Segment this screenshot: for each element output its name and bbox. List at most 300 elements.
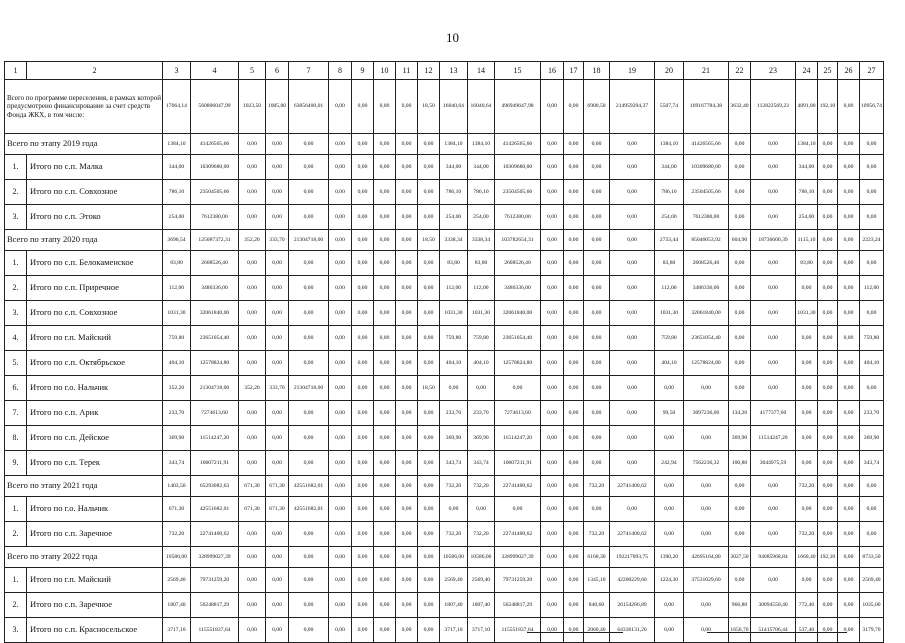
table-cell: 0,00 xyxy=(838,180,860,205)
table-cell: 0,00 xyxy=(541,522,564,547)
row-label: Итого по г.о. Нальчик xyxy=(27,376,163,401)
table-cell: 0,00 xyxy=(751,251,796,276)
table-cell: 233,70 xyxy=(468,401,495,426)
row-number: 9. xyxy=(5,451,27,476)
column-header: 21 xyxy=(684,62,729,80)
table-cell: 2608526,40 xyxy=(684,251,729,276)
table-cell: 112,00 xyxy=(163,276,191,301)
table-cell: 3097236,00 xyxy=(684,401,729,426)
table-cell: 732,20 xyxy=(440,522,468,547)
table-cell: 343,74 xyxy=(468,451,495,476)
table-cell: 1345,10 xyxy=(584,568,610,593)
table-cell: 0,00 xyxy=(796,376,818,401)
column-header: 12 xyxy=(418,62,440,80)
table-cell: 0,00 xyxy=(418,351,440,376)
table-cell: 7612380,00 xyxy=(495,205,541,230)
table-cell: 537,40 xyxy=(796,618,818,643)
table-cell: 0,00 xyxy=(564,301,584,326)
table-cell: 23504505,66 xyxy=(684,180,729,205)
table-cell: 0,00 xyxy=(838,134,860,155)
table-cell: 0,00 xyxy=(352,180,374,205)
table-cell: 0,00 xyxy=(289,451,329,476)
table-cell: 0,00 xyxy=(239,451,266,476)
table-cell: 0,00 xyxy=(418,155,440,180)
table-cell: 0,00 xyxy=(729,568,751,593)
table-cell: 786,10 xyxy=(796,180,818,205)
table-cell: 0,00 xyxy=(418,618,440,643)
table-cell: 41426565,66 xyxy=(684,134,729,155)
table-cell: 0,00 xyxy=(352,522,374,547)
table-cell: 30094550,40 xyxy=(751,593,796,618)
table-cell: 0,00 xyxy=(655,522,684,547)
table-cell: 1384,10 xyxy=(163,134,191,155)
row-number: 6. xyxy=(5,376,27,401)
table-cell: 41426565,66 xyxy=(495,134,541,155)
table-cell: 0,00 xyxy=(374,497,396,522)
column-header: 23 xyxy=(751,62,796,80)
table-row xyxy=(5,301,884,326)
table-cell: 0,00 xyxy=(468,497,495,522)
table-cell: 1384,10 xyxy=(796,134,818,155)
table-cell: 0,00 xyxy=(610,301,655,326)
table-cell: 786,10 xyxy=(655,180,684,205)
table-cell: 0,00 xyxy=(564,401,584,426)
table-cell: 0,00 xyxy=(352,134,374,155)
table-cell: 0,00 xyxy=(239,593,266,618)
table-cell: 0,00 xyxy=(838,618,860,643)
row-label: Всего по этапу 2019 года xyxy=(5,134,163,155)
table-cell: 732,20 xyxy=(163,522,191,547)
table-cell: 0,00 xyxy=(352,593,374,618)
table-cell: 0,00 xyxy=(541,547,564,568)
column-header: 13 xyxy=(440,62,468,80)
column-header: 4 xyxy=(191,62,239,80)
table-cell: 0,00 xyxy=(818,568,838,593)
table-cell: 0,00 xyxy=(289,134,329,155)
table-cell: 0,00 xyxy=(541,351,564,376)
row-number: 2. xyxy=(5,180,27,205)
table-cell: 56248817,29 xyxy=(191,593,239,618)
table-row xyxy=(5,205,884,230)
table-cell: 65293082,63 xyxy=(191,476,239,497)
table-cell: 0,00 xyxy=(352,547,374,568)
table-cell: 10586,00 xyxy=(468,547,495,568)
table-cell: 3486336,00 xyxy=(684,276,729,301)
table-cell: 0,00 xyxy=(838,230,860,251)
table-cell: 22741400,62 xyxy=(610,522,655,547)
row-label: Итого по с.п. Заречное xyxy=(27,593,163,618)
table-cell: 41426565,66 xyxy=(191,134,239,155)
table-cell: 4891,80 xyxy=(796,80,818,134)
table-cell: 0,00 xyxy=(564,134,584,155)
table-row xyxy=(5,497,884,522)
table-cell: 0,00 xyxy=(396,155,418,180)
table-cell: 42200229,60 xyxy=(610,568,655,593)
row-label: Итого по с.п. Совхозное xyxy=(27,301,163,326)
table-cell: 0,00 xyxy=(396,451,418,476)
table-cell: 0,00 xyxy=(239,326,266,351)
table-cell: 0,00 xyxy=(396,522,418,547)
table-cell: 64336131,20 xyxy=(610,618,655,643)
table-cell: 0,00 xyxy=(352,568,374,593)
table-cell: 1005,00 xyxy=(266,80,289,134)
table-cell: 0,00 xyxy=(584,301,610,326)
row-label: Итого по с.п. Совхозное xyxy=(27,180,163,205)
table-cell: 2060,40 xyxy=(584,618,610,643)
table-cell: 112822569,23 xyxy=(751,80,796,134)
table-cell: 0,00 xyxy=(289,205,329,230)
table-cell: 0,00 xyxy=(329,476,352,497)
table-cell: 0,00 xyxy=(684,497,729,522)
row-number: 2. xyxy=(5,522,27,547)
table-cell: 0,00 xyxy=(239,251,266,276)
table-cell: 1384,10 xyxy=(440,134,468,155)
table-cell: 0,00 xyxy=(564,180,584,205)
table-cell: 0,00 xyxy=(584,326,610,351)
table-cell: 0,00 xyxy=(610,276,655,301)
table-cell: 112,00 xyxy=(655,276,684,301)
table-cell: 1660,40 xyxy=(796,547,818,568)
table-cell: 0,00 xyxy=(352,326,374,351)
table-cell: 560806047,99 xyxy=(191,80,239,134)
table-cell: 759,80 xyxy=(860,326,884,351)
table-cell: 4177377,60 xyxy=(751,401,796,426)
table-cell: 0,00 xyxy=(396,426,418,451)
row-label: Итого по с.п. Дейское xyxy=(27,426,163,451)
table-cell: 18,50 xyxy=(418,230,440,251)
table-cell: 0,00 xyxy=(729,205,751,230)
row-number: 1. xyxy=(5,155,27,180)
table-cell: 0,00 xyxy=(838,205,860,230)
table-cell: 0,00 xyxy=(541,476,564,497)
row-label: Итого по с.п. Октябрьское xyxy=(27,351,163,376)
table-cell: 732,20 xyxy=(584,522,610,547)
table-cell: 23651054,40 xyxy=(684,326,729,351)
table-cell: 0,00 xyxy=(418,426,440,451)
table-cell: 0,00 xyxy=(655,618,684,643)
table-cell: 0,00 xyxy=(564,230,584,251)
table-cell: 0,00 xyxy=(396,376,418,401)
table-cell: 0,00 xyxy=(396,134,418,155)
table-cell: 1023,50 xyxy=(239,80,266,134)
table-cell: 0,00 xyxy=(352,476,374,497)
row-label: Итого по с.п. Арик xyxy=(27,401,163,426)
table-cell: 671,30 xyxy=(239,476,266,497)
table-cell: 0,00 xyxy=(266,351,289,376)
table-cell: 344,00 xyxy=(468,155,495,180)
column-header: 2 xyxy=(27,62,163,80)
table-cell: 0,00 xyxy=(796,568,818,593)
column-header: 18 xyxy=(584,62,610,80)
table-cell: 1384,10 xyxy=(468,134,495,155)
table-cell: 94085968,84 xyxy=(751,547,796,568)
table-cell: 0,00 xyxy=(396,476,418,497)
table-row xyxy=(5,593,884,618)
table-cell: 23651054,40 xyxy=(191,326,239,351)
table-cell: 18,50 xyxy=(418,80,440,134)
table-cell: 966,80 xyxy=(729,593,751,618)
table-cell: 0,00 xyxy=(239,618,266,643)
table-cell: 16040,64 xyxy=(440,80,468,134)
row-number: 4. xyxy=(5,326,27,351)
table-cell: 0,00 xyxy=(396,180,418,205)
column-header: 16 xyxy=(541,62,564,80)
table-cell: 0,00 xyxy=(374,326,396,351)
table-cell: 16040,64 xyxy=(468,80,495,134)
row-number: 5. xyxy=(5,351,27,376)
table-cell: 7274613,60 xyxy=(191,401,239,426)
table-cell: 0,00 xyxy=(584,401,610,426)
table-cell: 0,00 xyxy=(838,376,860,401)
table-cell: 3027,50 xyxy=(729,547,751,568)
table-cell: 0,00 xyxy=(418,547,440,568)
table-cell: 254,00 xyxy=(796,205,818,230)
table-cell: 0,00 xyxy=(684,522,729,547)
table-cell: 732,20 xyxy=(796,476,818,497)
table-cell: 0,00 xyxy=(751,497,796,522)
table-row xyxy=(5,618,884,643)
footer-line-right xyxy=(707,632,847,633)
table-cell: 79731259,20 xyxy=(495,568,541,593)
table-cell: 0,00 xyxy=(374,134,396,155)
table-cell: 0,00 xyxy=(352,618,374,643)
table-cell: 0,00 xyxy=(610,426,655,451)
table-cell: 404,10 xyxy=(163,351,191,376)
table-cell: 0,00 xyxy=(289,426,329,451)
table-cell: 11514247,20 xyxy=(495,426,541,451)
table-cell: 0,00 xyxy=(584,376,610,401)
table-cell: 0,00 xyxy=(374,230,396,251)
row-label: Итого по с.п. Малка xyxy=(27,155,163,180)
table-cell: 0,00 xyxy=(239,205,266,230)
table-cell: 18736600,39 xyxy=(751,230,796,251)
table-cell: 0,00 xyxy=(610,180,655,205)
table-cell: 0,00 xyxy=(352,205,374,230)
table-cell: 22741400,62 xyxy=(610,476,655,497)
table-cell: 840,60 xyxy=(584,593,610,618)
table-cell: 344,00 xyxy=(163,155,191,180)
table-cell: 22741400,62 xyxy=(495,522,541,547)
table-cell: 0,00 xyxy=(818,522,838,547)
table-cell: 5507,74 xyxy=(655,80,684,134)
table-row xyxy=(5,251,884,276)
row-label: Итого по с.п. Белокаменское xyxy=(27,251,163,276)
table-cell: 0,00 xyxy=(564,80,584,134)
row-number: 1. xyxy=(5,497,27,522)
table-cell: 1035,00 xyxy=(860,593,884,618)
table-cell: 0,00 xyxy=(541,251,564,276)
row-number: 8. xyxy=(5,426,27,451)
table-cell: 0,00 xyxy=(239,401,266,426)
table-cell: 0,00 xyxy=(838,497,860,522)
table-cell: 0,00 xyxy=(352,301,374,326)
table-cell: 0,00 xyxy=(374,351,396,376)
table-cell: 0,00 xyxy=(610,451,655,476)
table-cell: 2223,24 xyxy=(860,230,884,251)
table-cell: 0,00 xyxy=(584,276,610,301)
table-cell: 0,00 xyxy=(289,351,329,376)
table-cell: 0,00 xyxy=(329,593,352,618)
column-header: 17 xyxy=(564,62,584,80)
table-cell: 0,00 xyxy=(541,451,564,476)
table-cell: 0,00 xyxy=(329,547,352,568)
table-cell: 0,00 xyxy=(796,276,818,301)
table-cell: 0,00 xyxy=(289,155,329,180)
table-cell: 0,00 xyxy=(584,180,610,205)
table-cell: 125087372,31 xyxy=(191,230,239,251)
table-cell: 51415706,44 xyxy=(751,618,796,643)
table-cell: 0,00 xyxy=(655,476,684,497)
table-cell: 2569,40 xyxy=(468,568,495,593)
table-cell: 2569,40 xyxy=(440,568,468,593)
table-cell: 0,00 xyxy=(564,593,584,618)
table-cell: 12578824,80 xyxy=(495,351,541,376)
table-cell: 0,00 xyxy=(374,568,396,593)
table-cell: 214959294,37 xyxy=(610,80,655,134)
table-cell: 21304718,00 xyxy=(191,376,239,401)
table-cell: 2608526,40 xyxy=(495,251,541,276)
table-cell: 37531029,60 xyxy=(684,568,729,593)
table-cell: 759,80 xyxy=(440,326,468,351)
table-cell: 233,70 xyxy=(860,401,884,426)
table-cell: 1031,30 xyxy=(440,301,468,326)
table-cell: 0,00 xyxy=(396,401,418,426)
table-cell: 0,00 xyxy=(289,180,329,205)
table-cell: 0,00 xyxy=(266,401,289,426)
table-cell: 732,20 xyxy=(440,476,468,497)
table-cell: 3338,34 xyxy=(468,230,495,251)
table-cell: 10586,00 xyxy=(163,547,191,568)
table-cell: 0,00 xyxy=(266,522,289,547)
table-cell: 0,00 xyxy=(610,155,655,180)
table-cell: 0,00 xyxy=(266,547,289,568)
table-cell: 0,00 xyxy=(396,251,418,276)
table-cell: 42695164,80 xyxy=(684,547,729,568)
table-cell: 0,00 xyxy=(818,134,838,155)
table-cell: 0,00 xyxy=(329,301,352,326)
table-cell: 352,20 xyxy=(239,376,266,401)
table-cell: 32061840,00 xyxy=(495,301,541,326)
table-cell: 0,00 xyxy=(440,376,468,401)
table-cell: 0,00 xyxy=(374,276,396,301)
table-cell: 192,10 xyxy=(818,547,838,568)
table-cell: 1031,30 xyxy=(468,301,495,326)
table-cell: 0,00 xyxy=(329,568,352,593)
table-cell: 83,80 xyxy=(655,251,684,276)
table-row xyxy=(5,276,884,301)
table-cell: 369,90 xyxy=(860,426,884,451)
stage-total-row xyxy=(5,230,884,251)
table-cell: 671,30 xyxy=(163,497,191,522)
table-cell: 112,00 xyxy=(440,276,468,301)
stage-total-row xyxy=(5,134,884,155)
table-row xyxy=(5,522,884,547)
table-cell: 352,20 xyxy=(163,376,191,401)
table-cell: 1807,40 xyxy=(440,593,468,618)
table-cell: 0,00 xyxy=(239,426,266,451)
row-number: 1. xyxy=(5,568,27,593)
table-cell: 0,00 xyxy=(684,593,729,618)
table-cell: 759,80 xyxy=(655,326,684,351)
table-cell: 333,70 xyxy=(266,376,289,401)
table-cell: 0,00 xyxy=(239,547,266,568)
table-cell: 0,00 xyxy=(564,451,584,476)
table-cell: 0,00 xyxy=(610,497,655,522)
table-cell: 3179,70 xyxy=(860,618,884,643)
table-cell: 786,10 xyxy=(440,180,468,205)
table-cell: 0,00 xyxy=(329,401,352,426)
table-cell: 0,00 xyxy=(374,155,396,180)
table-cell: 0,00 xyxy=(796,451,818,476)
table-cell: 0,00 xyxy=(610,326,655,351)
table-cell: 0,00 xyxy=(818,351,838,376)
column-header: 1 xyxy=(5,62,27,80)
table-cell: 0,00 xyxy=(729,497,751,522)
table-cell: 3486336,00 xyxy=(495,276,541,301)
table-cell: 0,00 xyxy=(796,351,818,376)
table-cell: 0,00 xyxy=(729,376,751,401)
table-cell: 0,00 xyxy=(564,618,584,643)
table-cell: 0,00 xyxy=(818,301,838,326)
table-cell: 0,00 xyxy=(541,568,564,593)
table-cell: 0,00 xyxy=(838,351,860,376)
table-cell: 254,00 xyxy=(440,205,468,230)
table-cell: 0,00 xyxy=(329,618,352,643)
table-cell: 0,00 xyxy=(352,497,374,522)
table-cell: 3338,34 xyxy=(440,230,468,251)
column-header: 27 xyxy=(860,62,884,80)
table-cell: 10309680,00 xyxy=(495,155,541,180)
table-cell: 0,00 xyxy=(396,547,418,568)
table-cell: 0,00 xyxy=(396,276,418,301)
table-cell: 63856400,01 xyxy=(289,80,329,134)
table-cell: 0,00 xyxy=(751,522,796,547)
table-cell: 0,00 xyxy=(564,568,584,593)
table-cell: 23651054,40 xyxy=(495,326,541,351)
table-cell: 369,90 xyxy=(468,426,495,451)
row-number: 2. xyxy=(5,276,27,301)
table-cell: 7274613,60 xyxy=(495,401,541,426)
table-cell: 0,00 xyxy=(418,180,440,205)
table-cell: 0,00 xyxy=(860,205,884,230)
table-cell: 0,00 xyxy=(818,476,838,497)
table-cell: 0,00 xyxy=(266,134,289,155)
table-cell: 0,00 xyxy=(838,426,860,451)
table-cell: 0,00 xyxy=(751,351,796,376)
table-cell: 242,94 xyxy=(655,451,684,476)
table-cell: 0,00 xyxy=(329,351,352,376)
table-cell: 0,00 xyxy=(541,205,564,230)
table-cell: 3717,10 xyxy=(163,618,191,643)
table-cell: 759,80 xyxy=(468,326,495,351)
table-cell: 0,00 xyxy=(838,547,860,568)
table-cell: 0,00 xyxy=(584,451,610,476)
table-cell: 0,00 xyxy=(564,522,584,547)
table-cell: 1807,40 xyxy=(468,593,495,618)
table-cell: 0,00 xyxy=(584,426,610,451)
table-row xyxy=(5,401,884,426)
table-cell: 0,00 xyxy=(374,205,396,230)
row-number: 1. xyxy=(5,251,27,276)
table-cell: 732,20 xyxy=(468,522,495,547)
table-cell: 0,00 xyxy=(860,376,884,401)
table-cell: 0,00 xyxy=(751,155,796,180)
table-cell: 8733,50 xyxy=(860,547,884,568)
table-cell: 22741400,62 xyxy=(495,476,541,497)
table-cell: 0,00 xyxy=(860,134,884,155)
table-cell: 0,00 xyxy=(541,497,564,522)
table-cell: 0,00 xyxy=(564,547,584,568)
